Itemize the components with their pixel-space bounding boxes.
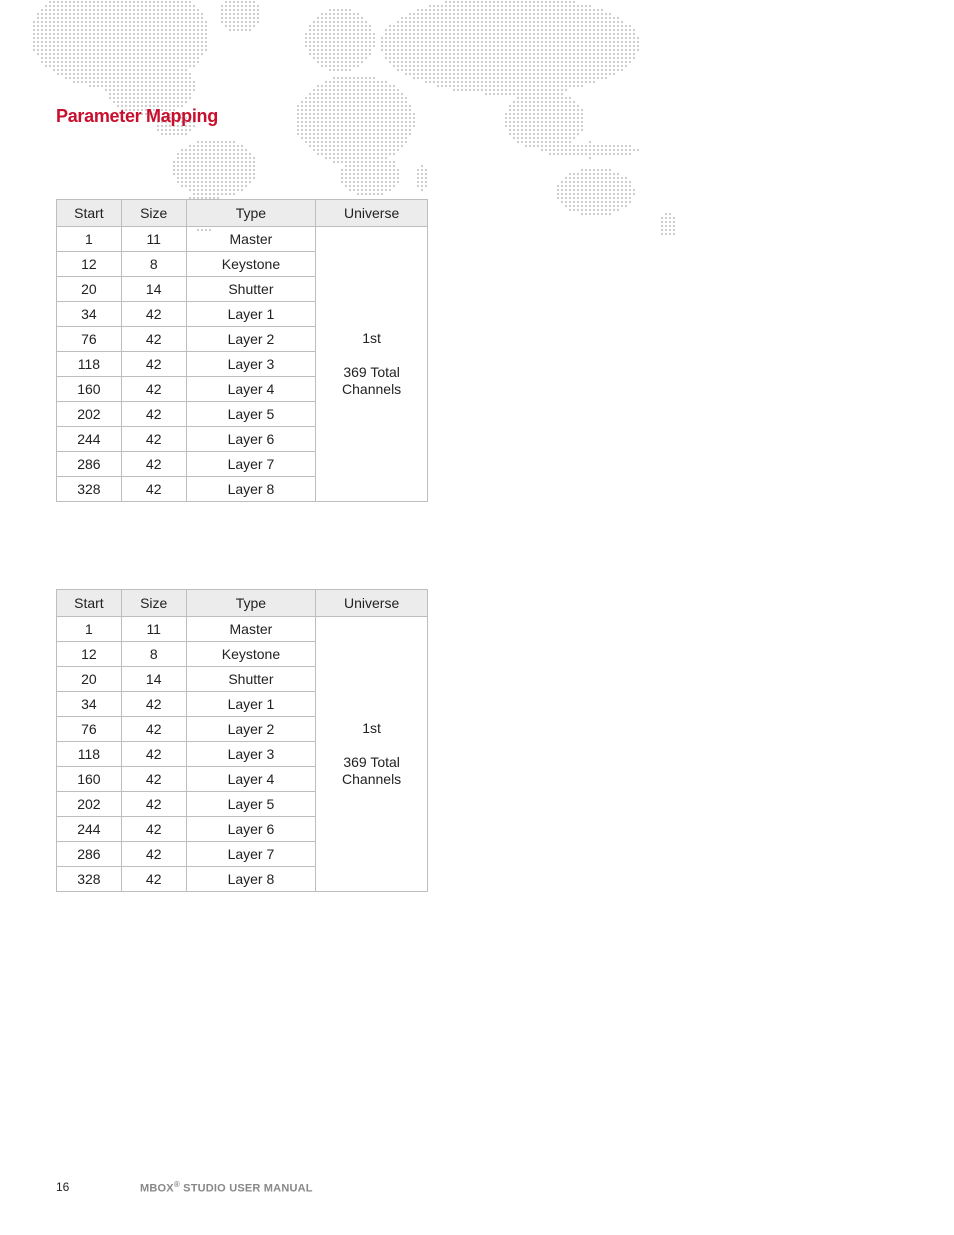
universe-label: 1st (362, 330, 381, 346)
page-number: 16 (56, 1180, 70, 1194)
cell-start: 76 (57, 717, 122, 742)
cell-type: Layer 6 (186, 427, 316, 452)
cell-start: 160 (57, 767, 122, 792)
cell-size: 14 (121, 667, 186, 692)
cell-start: 12 (57, 642, 122, 667)
section-title: Parameter Mapping (56, 106, 218, 126)
cell-size: 42 (121, 477, 186, 502)
cell-start: 20 (57, 277, 122, 302)
cell-start: 20 (57, 667, 122, 692)
table-row (57, 227, 428, 252)
universe-total: 369 Total (343, 754, 400, 770)
cell-size: 42 (121, 302, 186, 327)
cell-start: 244 (57, 817, 122, 842)
header-universe: Universe (316, 590, 428, 617)
cell-size: 11 (121, 227, 186, 252)
cell-type: Keystone (186, 642, 316, 667)
universe-channels: Channels (342, 771, 402, 787)
cell-start: 34 (57, 302, 122, 327)
cell-type: Layer 1 (186, 692, 316, 717)
cell-size: 42 (121, 842, 186, 867)
cell-size: 42 (121, 817, 186, 842)
header-start: Start (57, 590, 122, 617)
cell-size: 42 (121, 427, 186, 452)
manual-title-brand: MBOX (140, 1182, 174, 1195)
cell-size: 8 (121, 252, 186, 277)
cell-type: Layer 4 (186, 377, 316, 402)
cell-type: Master (186, 617, 316, 642)
parameter-table-1 (56, 199, 428, 502)
cell-start: 328 (57, 477, 122, 502)
cell-size: 42 (121, 402, 186, 427)
cell-start: 12 (57, 252, 122, 277)
cell-type: Layer 3 (186, 352, 316, 377)
cell-type: Layer 7 (186, 842, 316, 867)
parameter-table-2 (56, 589, 428, 892)
cell-type: Layer 5 (186, 402, 316, 427)
header-universe: Universe (316, 200, 428, 227)
cell-start: 1 (57, 617, 122, 642)
cell-size: 42 (121, 867, 186, 892)
cell-size: 42 (121, 717, 186, 742)
cell-size: 42 (121, 352, 186, 377)
header-type: Type (186, 590, 316, 617)
cell-start: 286 (57, 452, 122, 477)
cell-size: 42 (121, 767, 186, 792)
header-size: Size (121, 200, 186, 227)
cell-size: 42 (121, 377, 186, 402)
universe-total: 369 Total (343, 364, 400, 380)
registered-mark: ® (173, 1180, 180, 1189)
cell-size: 42 (121, 327, 186, 352)
cell-type: Shutter (186, 667, 316, 692)
cell-size: 8 (121, 642, 186, 667)
cell-size: 42 (121, 742, 186, 767)
cell-type: Layer 2 (186, 717, 316, 742)
manual-title (140, 1180, 313, 1195)
cell-type: Layer 5 (186, 792, 316, 817)
cell-start: 286 (57, 842, 122, 867)
cell-start: 328 (57, 867, 122, 892)
cell-type: Layer 2 (186, 327, 316, 352)
cell-start: 118 (57, 352, 122, 377)
table-header-row (57, 200, 428, 227)
cell-size: 14 (121, 277, 186, 302)
cell-size: 42 (121, 692, 186, 717)
header-type: Type (186, 200, 316, 227)
cell-type: Layer 1 (186, 302, 316, 327)
universe-cell (316, 617, 428, 892)
cell-start: 1 (57, 227, 122, 252)
cell-start: 76 (57, 327, 122, 352)
cell-type: Layer 8 (186, 477, 316, 502)
cell-type: Master (186, 227, 316, 252)
cell-type: Shutter (186, 277, 316, 302)
cell-type: Keystone (186, 252, 316, 277)
manual-title-rest: STUDIO USER MANUAL (179, 1182, 313, 1195)
cell-start: 118 (57, 742, 122, 767)
cell-type: Layer 6 (186, 817, 316, 842)
cell-type: Layer 4 (186, 767, 316, 792)
cell-start: 34 (57, 692, 122, 717)
table-header-row (57, 590, 428, 617)
universe-cell (316, 227, 428, 502)
header-size: Size (121, 590, 186, 617)
cell-size: 42 (121, 452, 186, 477)
table-row (57, 617, 428, 642)
cell-type: Layer 8 (186, 867, 316, 892)
header-start: Start (57, 200, 122, 227)
cell-type: Layer 7 (186, 452, 316, 477)
cell-start: 202 (57, 402, 122, 427)
cell-start: 160 (57, 377, 122, 402)
universe-channels: Channels (342, 381, 402, 397)
cell-type: Layer 3 (186, 742, 316, 767)
universe-label: 1st (362, 720, 381, 736)
cell-start: 244 (57, 427, 122, 452)
cell-size: 11 (121, 617, 186, 642)
cell-size: 42 (121, 792, 186, 817)
cell-start: 202 (57, 792, 122, 817)
